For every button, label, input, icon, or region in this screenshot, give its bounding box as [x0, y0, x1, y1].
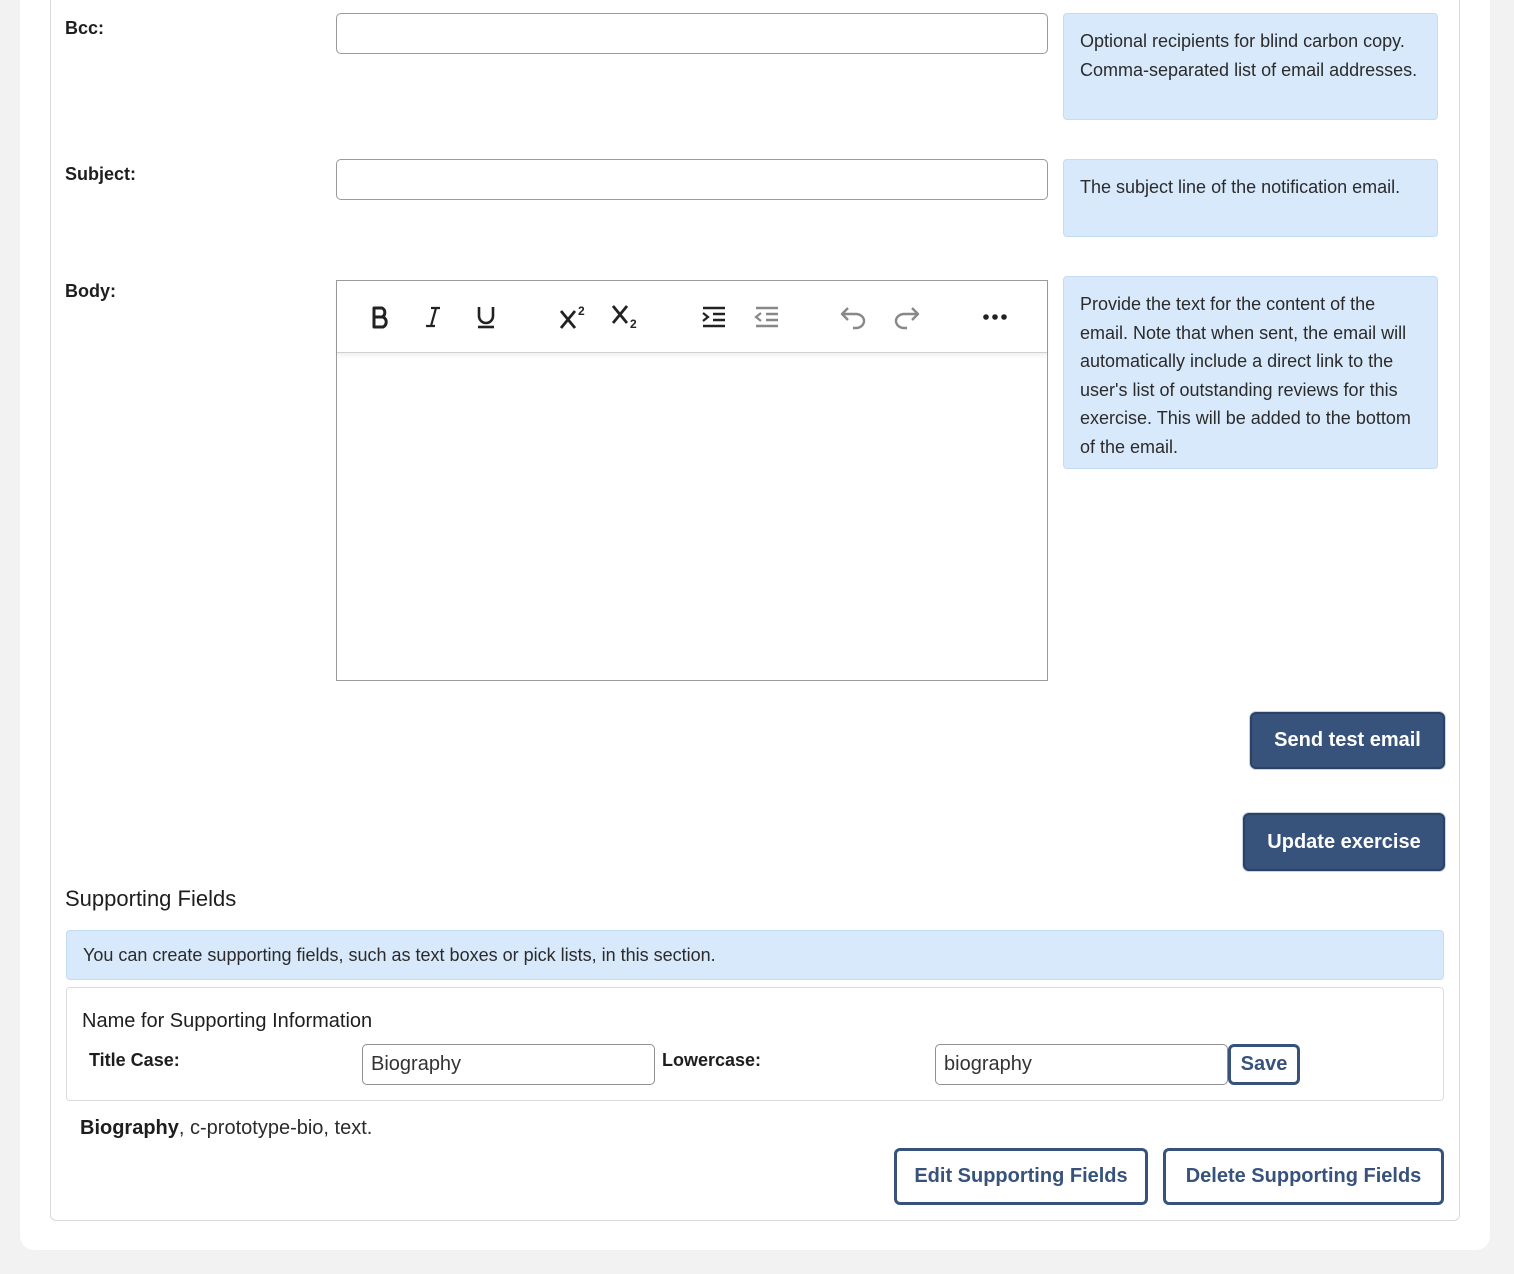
subject-help: The subject line of the notification email.: [1063, 159, 1438, 237]
supporting-fields-title: Supporting Fields: [65, 886, 237, 911]
body-edit-area[interactable]: [337, 354, 1047, 680]
outdent-icon[interactable]: [749, 299, 785, 335]
body-editor: [336, 280, 1048, 681]
subject-label: Subject:: [65, 164, 137, 184]
editor-toolbar: [337, 281, 1047, 353]
svg-text:2: 2: [630, 317, 637, 331]
send-test-email-button[interactable]: Send test email: [1250, 712, 1445, 769]
indent-icon[interactable]: [696, 299, 732, 335]
delete-supporting-fields-button[interactable]: Delete Supporting Fields: [1163, 1148, 1444, 1205]
undo-icon[interactable]: [835, 299, 871, 335]
title-case-label: Title Case:: [89, 1050, 180, 1070]
superscript-icon[interactable]: [556, 299, 592, 335]
supporting-name-box: [66, 987, 1444, 1101]
edit-supporting-fields-button[interactable]: Edit Supporting Fields: [894, 1148, 1148, 1205]
supporting-name-title: Name for Supporting Information: [82, 1010, 373, 1032]
title-case-input[interactable]: Biography: [362, 1044, 655, 1085]
subject-input[interactable]: [336, 159, 1048, 200]
svg-text:2: 2: [578, 304, 585, 318]
body-help: Provide the text for the content of the email. Note that when sent, the email will automatically include a direct link to the user's list of outstanding reviews for this exercise. This will be added to the bottom of the email.: [1063, 276, 1438, 469]
redo-icon[interactable]: [889, 299, 925, 335]
save-button[interactable]: Save: [1228, 1044, 1300, 1085]
update-exercise-button[interactable]: Update exercise: [1243, 813, 1445, 871]
subscript-icon[interactable]: [608, 299, 644, 335]
supporting-field-summary: [80, 1117, 372, 1140]
bcc-input[interactable]: [336, 13, 1048, 54]
bcc-label: Bcc:: [65, 18, 105, 38]
supporting-fields-info: You can create supporting fields, such as text boxes or pick lists, in this section.: [66, 930, 1444, 980]
lowercase-input[interactable]: biography: [935, 1044, 1228, 1085]
bold-icon[interactable]: [363, 299, 399, 335]
supporting-field-name: Biography: [80, 1117, 179, 1139]
supporting-field-details: , c-prototype-bio, text.: [178, 1117, 373, 1139]
underline-icon[interactable]: [468, 299, 504, 335]
body-label: Body:: [65, 281, 116, 301]
bcc-help: Optional recipients for blind carbon copy. Comma-separated list of email addresses.: [1063, 13, 1438, 120]
more-icon[interactable]: [977, 299, 1013, 335]
italic-icon[interactable]: [415, 299, 451, 335]
lowercase-label: Lowercase:: [662, 1050, 762, 1070]
